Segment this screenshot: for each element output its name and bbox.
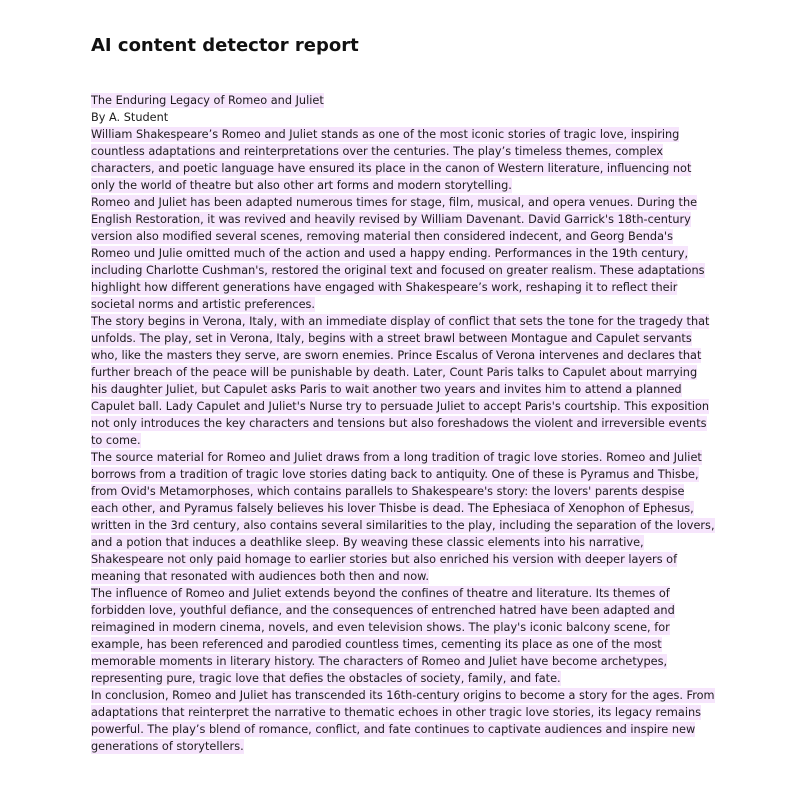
highlight-span: The source material for Romeo and Juliet draws from a long tradition of tragic love stories. Romeo and Juliet borrows from a tradition of tragic love stories dating back to antiquity. One of these is Pyramus and Thisbe, from Ovid's Metamorphoses, which contains parallels to Shakespeare's story: the lovers' parents despise each other, and Pyramus falsely believes his lover Thisbe is dead. The Ephesiaca of Xenophon of Ephesus, written in the 3rd century, also contains several similarities to the play, including the separation of the lovers, and a potion that induces a deathlike sleep. By weaving these classic elements into his narrative, Shakespeare not only paid homage to earlier stories but also enriched his version with deeper layers of meaning that resonated with audiences both then and now. bbox=[91, 451, 715, 583]
report-title: AI content detector report bbox=[91, 35, 359, 56]
document-heading bbox=[91, 92, 715, 109]
paragraph-4 bbox=[91, 449, 715, 585]
highlight-span: The Enduring Legacy of Romeo and Juliet bbox=[91, 94, 324, 107]
analyzed-text bbox=[91, 92, 715, 755]
paragraph-2 bbox=[91, 194, 715, 313]
document-byline bbox=[91, 109, 715, 126]
paragraph-3 bbox=[91, 313, 715, 449]
highlight-span: The influence of Romeo and Juliet extends beyond the confines of theatre and literature. Its themes of forbidden love, youthful defiance, and the consequences of entrenched hatred have been adapted and reimagined in modern cinema, novels, and even television shows. The play's iconic balcony scene, for example, has been referenced and parodied countless times, cementing its place as one of the most memorable moments in literary history. The characters of Romeo and Juliet have become archetypes, representing pure, tragic love that defies the obstacles of society, family, and fate. bbox=[91, 587, 675, 685]
paragraph-5 bbox=[91, 585, 715, 687]
highlight-span: The story begins in Verona, Italy, with an immediate display of conflict that sets the tone for the tragedy that unfolds. The play, set in Verona, Italy, begins with a street brawl between Montague and Capulet servants who, like the masters they serve, are sworn enemies. Prince Escalus of Verona intervenes and declares that further breach of the peace will be punishable by death. Later, Count Paris talks to Capulet about marrying his daughter Juliet, but Capulet asks Paris to wait another two years and invites him to attend a planned Capulet ball. Lady Capulet and Juliet's Nurse try to persuade Juliet to accept Paris's courtship. This exposition not only introduces the key characters and tensions but also foreshadows the violent and irreversible events to come. bbox=[91, 315, 710, 447]
highlight-span: William Shakespeare’s Romeo and Juliet stands as one of the most iconic stories of tragic love, inspiring countless adaptations and reinterpretations over the centuries. The play’s timeless themes, complex characters, and poetic language have ensured its place in the canon of Western literature, influencing not only the world of theatre but also other art forms and modern storytelling. bbox=[91, 128, 692, 192]
paragraph-6 bbox=[91, 687, 715, 755]
highlight-span: Romeo and Juliet has been adapted numerous times for stage, film, musical, and opera venues. During the English Restoration, it was revived and heavily revised by William Davenant. David Garrick's 18th-century version also modified several scenes, removing material then considered indecent, and Georg Benda's Romeo und Julie omitted much of the action and used a happy ending. Performances in the 19th century, including Charlotte Cushman's, restored the original text and focused on greater realism. These adaptations highlight how different generations have engaged with Shakespeare’s work, reshaping it to reflect their societal norms and artistic preferences. bbox=[91, 196, 705, 311]
highlight-span: In conclusion, Romeo and Juliet has transcended its 16th-century origins to become a story for the ages. From adaptations that reinterpret the narrative to thematic echoes in other tragic love stories, its legacy remains powerful. The play’s blend of romance, conflict, and fate continues to captivate audiences and inspire new generations of storytellers. bbox=[91, 689, 715, 753]
paragraph-1 bbox=[91, 126, 715, 194]
byline-text: By A. Student bbox=[91, 111, 169, 124]
